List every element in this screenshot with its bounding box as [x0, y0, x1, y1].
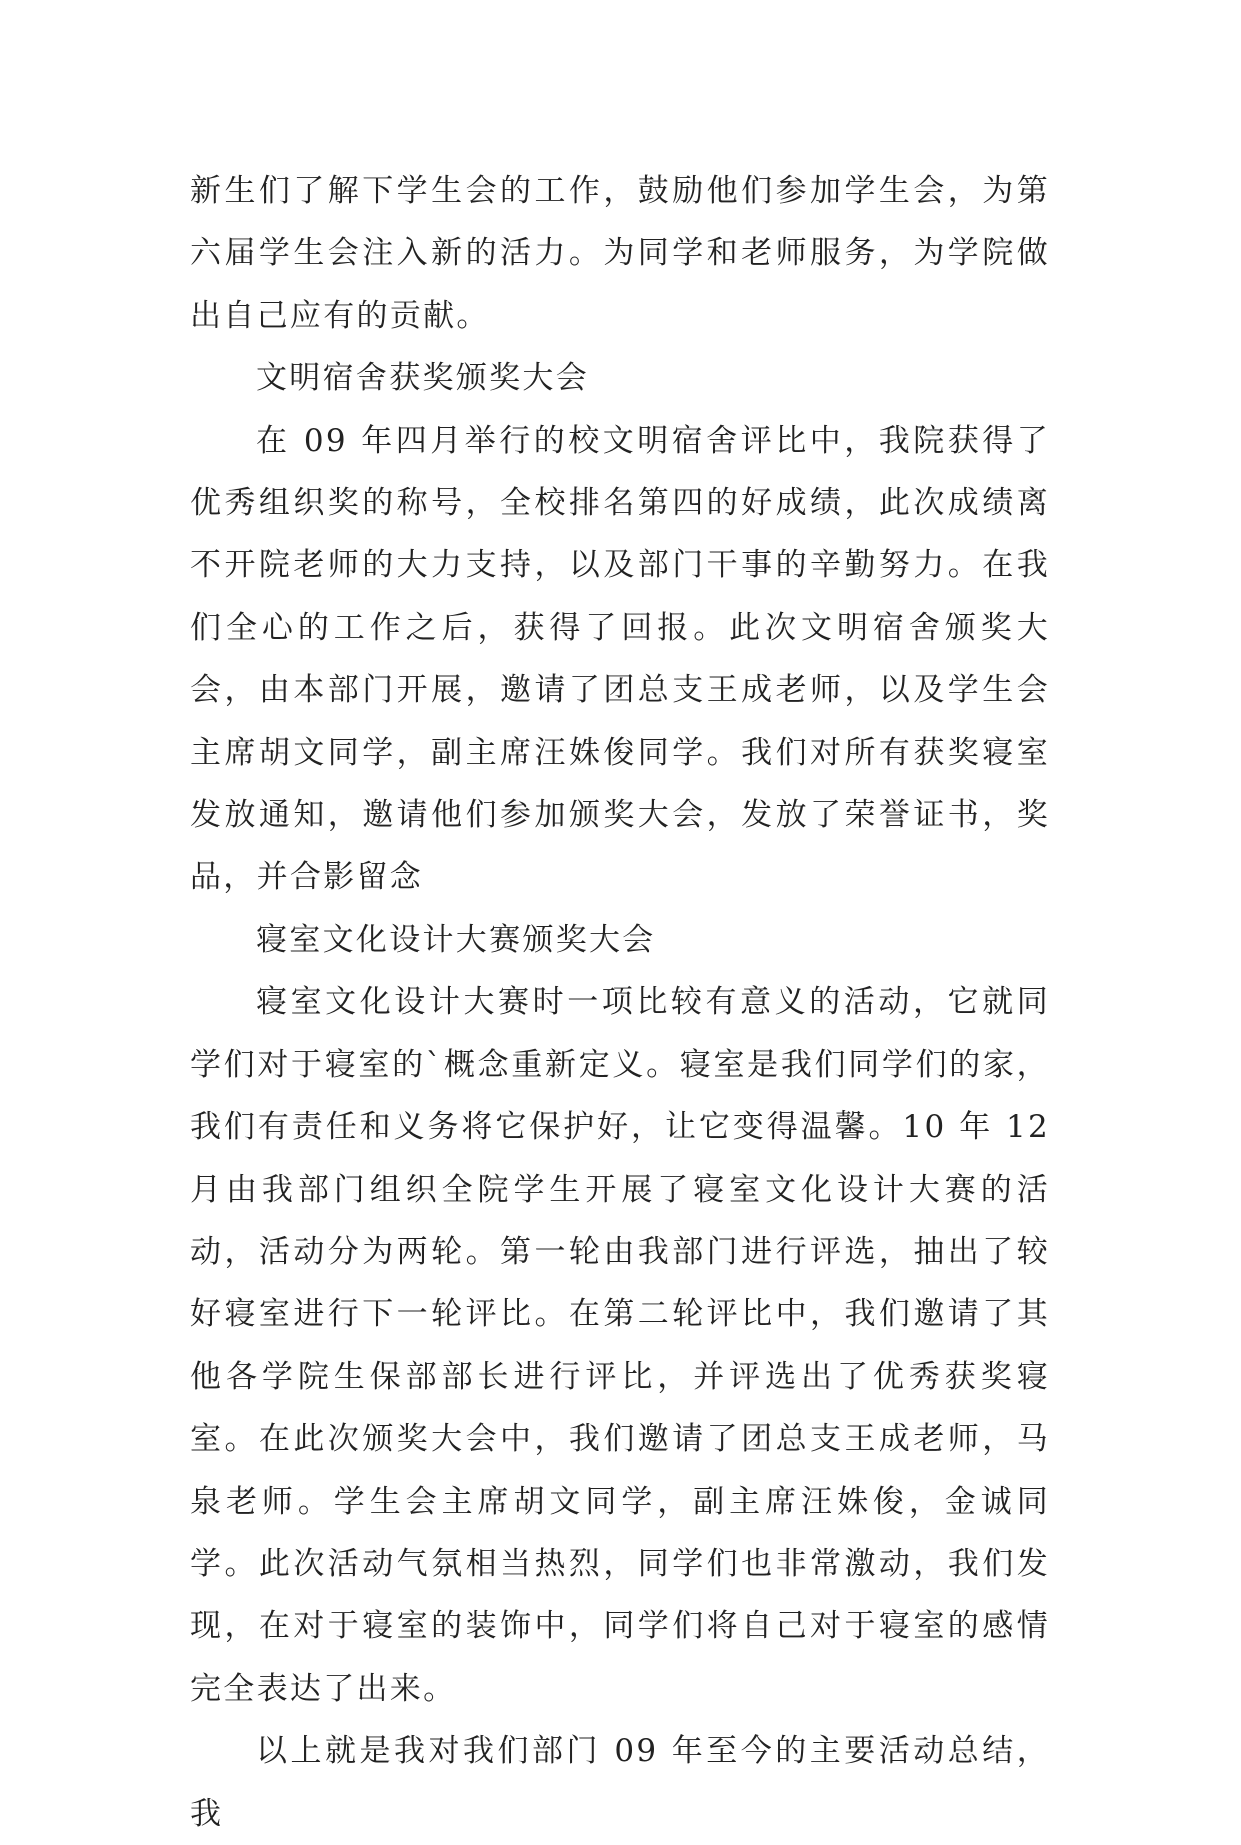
paragraph-summary: 以上就是我对我们部门 09 年至今的主要活动总结，我 [190, 1733, 1050, 1832]
paragraph-intro-continuation: 新生们了解下学生会的工作，鼓励他们参加学生会，为第六届学生会注入新的活力。为同学和老师服务，为学院做出自己应有的贡献。 [190, 173, 1050, 334]
section-heading-dorm-culture-design-award: 寝室文化设计大赛颁奖大会 [256, 921, 656, 958]
paragraph-dorm-culture-design-award: 寝室文化设计大赛时一项比较有意义的活动，它就同学们对于寝室的`概念重新定义。寝室是我们同学们的家，我们有责任和义务将它保护好，让它变得温馨。10 年 12 月由我部门组织全院学生开展了寝室文化设计大赛的活动，活动分为两轮。第一轮由我部门进行评选，抽出了较好寝室进行下一轮评比。在第二轮评比中，我们邀请了其他各学院生保部部长进行评比，并评选出了优秀获奖寝室。在此次颁奖大会中，我们邀请了团总支王成老师，马泉老师。学生会主席胡文同学，副主席汪姝俊，金诚同学。此次活动气氛相当热烈，同学们也非常激动，我们发现，在对于寝室的装饰中，同学们将自己对于寝室的感情完全表达了出来。 [190, 984, 1050, 1707]
paragraph-civilized-dorm-award: 在 09 年四月举行的校文明宿舍评比中，我院获得了优秀组织奖的称号，全校排名第四的好成绩，此次成绩离不开院老师的大力支持，以及部门干事的辛勤努力。在我们全心的工作之后，获得了回报。此次文明宿舍颁奖大会，由本部门开展，邀请了团总支王成老师，以及学生会主席胡文同学，副主席汪姝俊同学。我们对所有获奖寝室发放通知，邀请他们参加颁奖大会，发放了荣誉证书，奖品，并合影留念 [190, 422, 1050, 896]
section-heading-civilized-dorm-award: 文明宿舍获奖颁奖大会 [256, 360, 589, 397]
document-body [190, 160, 1050, 1845]
